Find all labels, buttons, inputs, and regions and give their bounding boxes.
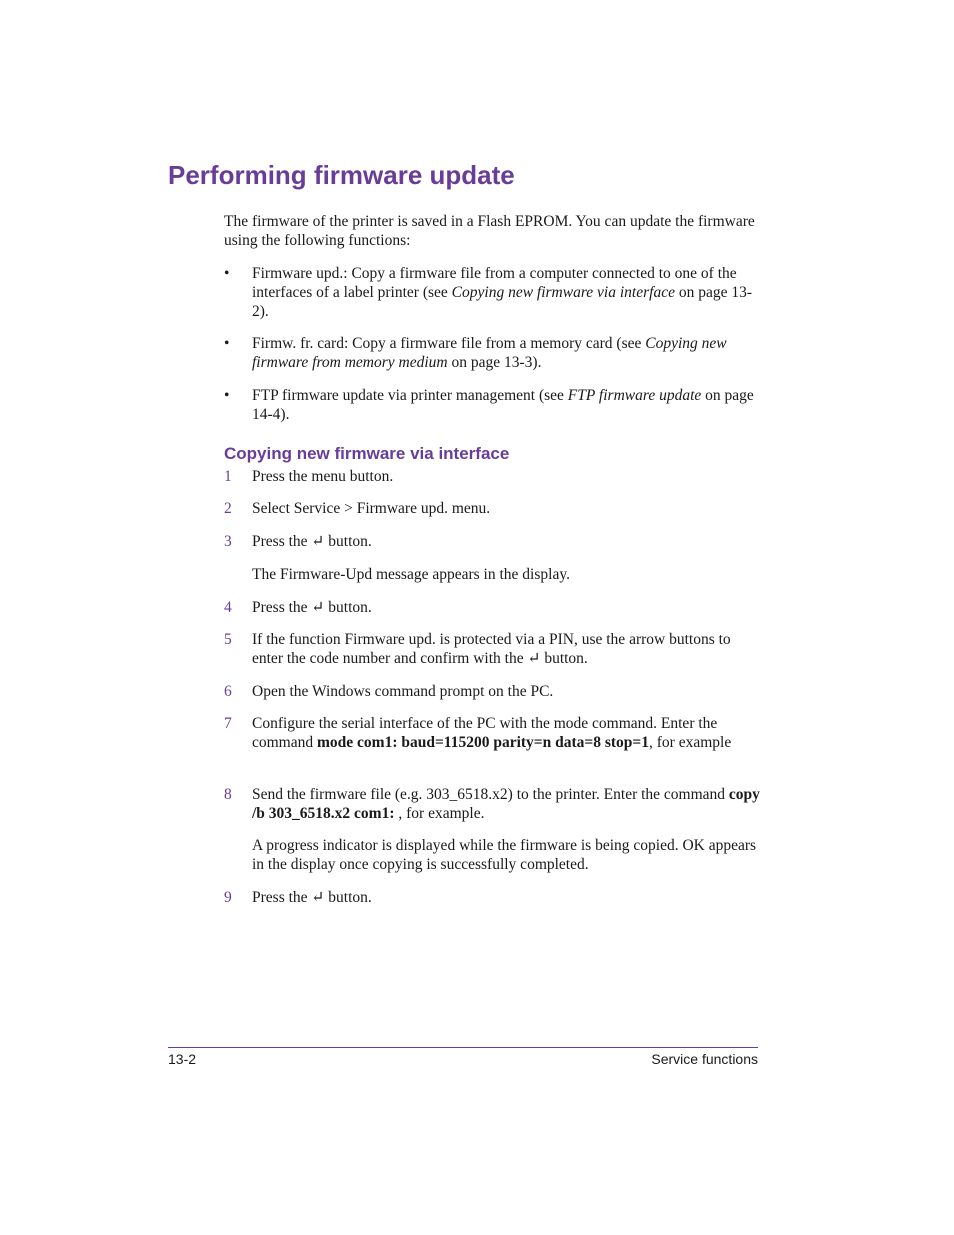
bullet-item <box>224 334 764 372</box>
bullet-mark: • <box>224 265 230 282</box>
step-text: Open the Windows command prompt on the PC. <box>252 683 554 700</box>
step-text: Press the ↵ button. <box>252 889 372 906</box>
step-text: Press the ↵ button. <box>252 599 372 616</box>
step-text: Select Service > Firmware upd. menu. <box>252 500 491 517</box>
step-number: 4 <box>224 599 232 616</box>
footer-section-title: Service functions <box>651 1051 758 1067</box>
step-item <box>224 714 764 752</box>
cross-reference: FTP firmware update <box>567 387 702 404</box>
page-number: 13-2 <box>168 1051 197 1067</box>
step-item <box>224 630 764 668</box>
step-text: Configure the serial interface of the PC with the mode command. Enter the command mode com1: baud=115200 parity=n data=8 stop=1, for example <box>252 715 732 751</box>
step-item <box>224 785 764 823</box>
step-number: 6 <box>224 683 232 700</box>
step-item <box>224 682 764 701</box>
intro-paragraph: The firmware of the printer is saved in a Flash EPROM. You can update the firmware using the following functions: <box>224 213 755 249</box>
step-number: 7 <box>224 715 232 732</box>
footer-divider <box>168 1047 758 1048</box>
step-text: Press the menu button. <box>252 468 394 485</box>
bullet-mark: • <box>224 387 230 404</box>
bullet-item <box>224 264 764 321</box>
step-number: 9 <box>224 889 232 906</box>
bullet-mark: • <box>224 335 230 352</box>
step-number: 3 <box>224 533 232 550</box>
section-heading: Copying new firmware via interface <box>224 444 510 463</box>
step-number: 1 <box>224 468 232 485</box>
cross-reference: Copying new firmware from memory medium <box>252 335 727 371</box>
step-note: The Firmware-Upd message appears in the display. <box>252 566 570 583</box>
step-number: 2 <box>224 500 232 517</box>
step-item <box>224 499 764 518</box>
step-text: If the function Firmware upd. is protected via a PIN, use the arrow buttons to enter the code number and confirm with the ↵ button. <box>252 631 731 667</box>
page-title: Performing firmware update <box>168 160 515 190</box>
bullet-text: Firmware upd.: Copy a firmware file from a computer connected to one of the interfaces of a label printer (see Copying new firmware via interface on page 13-2). <box>252 265 753 320</box>
step-item <box>224 888 764 907</box>
step-text: Press the ↵ button. <box>252 533 372 550</box>
step-item <box>224 598 764 617</box>
bullet-item <box>224 386 764 424</box>
step-item <box>224 467 764 486</box>
step-item <box>224 532 764 551</box>
step-number: 8 <box>224 786 232 803</box>
step-text: Send the firmware file (e.g. 303_6518.x2) to the printer. Enter the command copy /b 303_6518.x2 com1: , for example. <box>252 786 760 822</box>
step-number: 5 <box>224 631 232 648</box>
bullet-text: FTP firmware update via printer management (see FTP firmware update on page 14-4). <box>252 387 754 423</box>
cross-reference: Copying new firmware via interface <box>451 284 675 301</box>
command-text: mode com1: baud=115200 parity=n data=8 stop=1 <box>317 734 650 751</box>
step-note: A progress indicator is displayed while the firmware is being copied. OK appears in the display once copying is successfully completed. <box>252 837 757 873</box>
command-text: copy /b 303_6518.x2 com1: <box>252 786 760 822</box>
bullet-text: Firmw. fr. card: Copy a firmware file from a memory card (see Copying new firmware from memory medium on page 13-3). <box>252 335 727 371</box>
